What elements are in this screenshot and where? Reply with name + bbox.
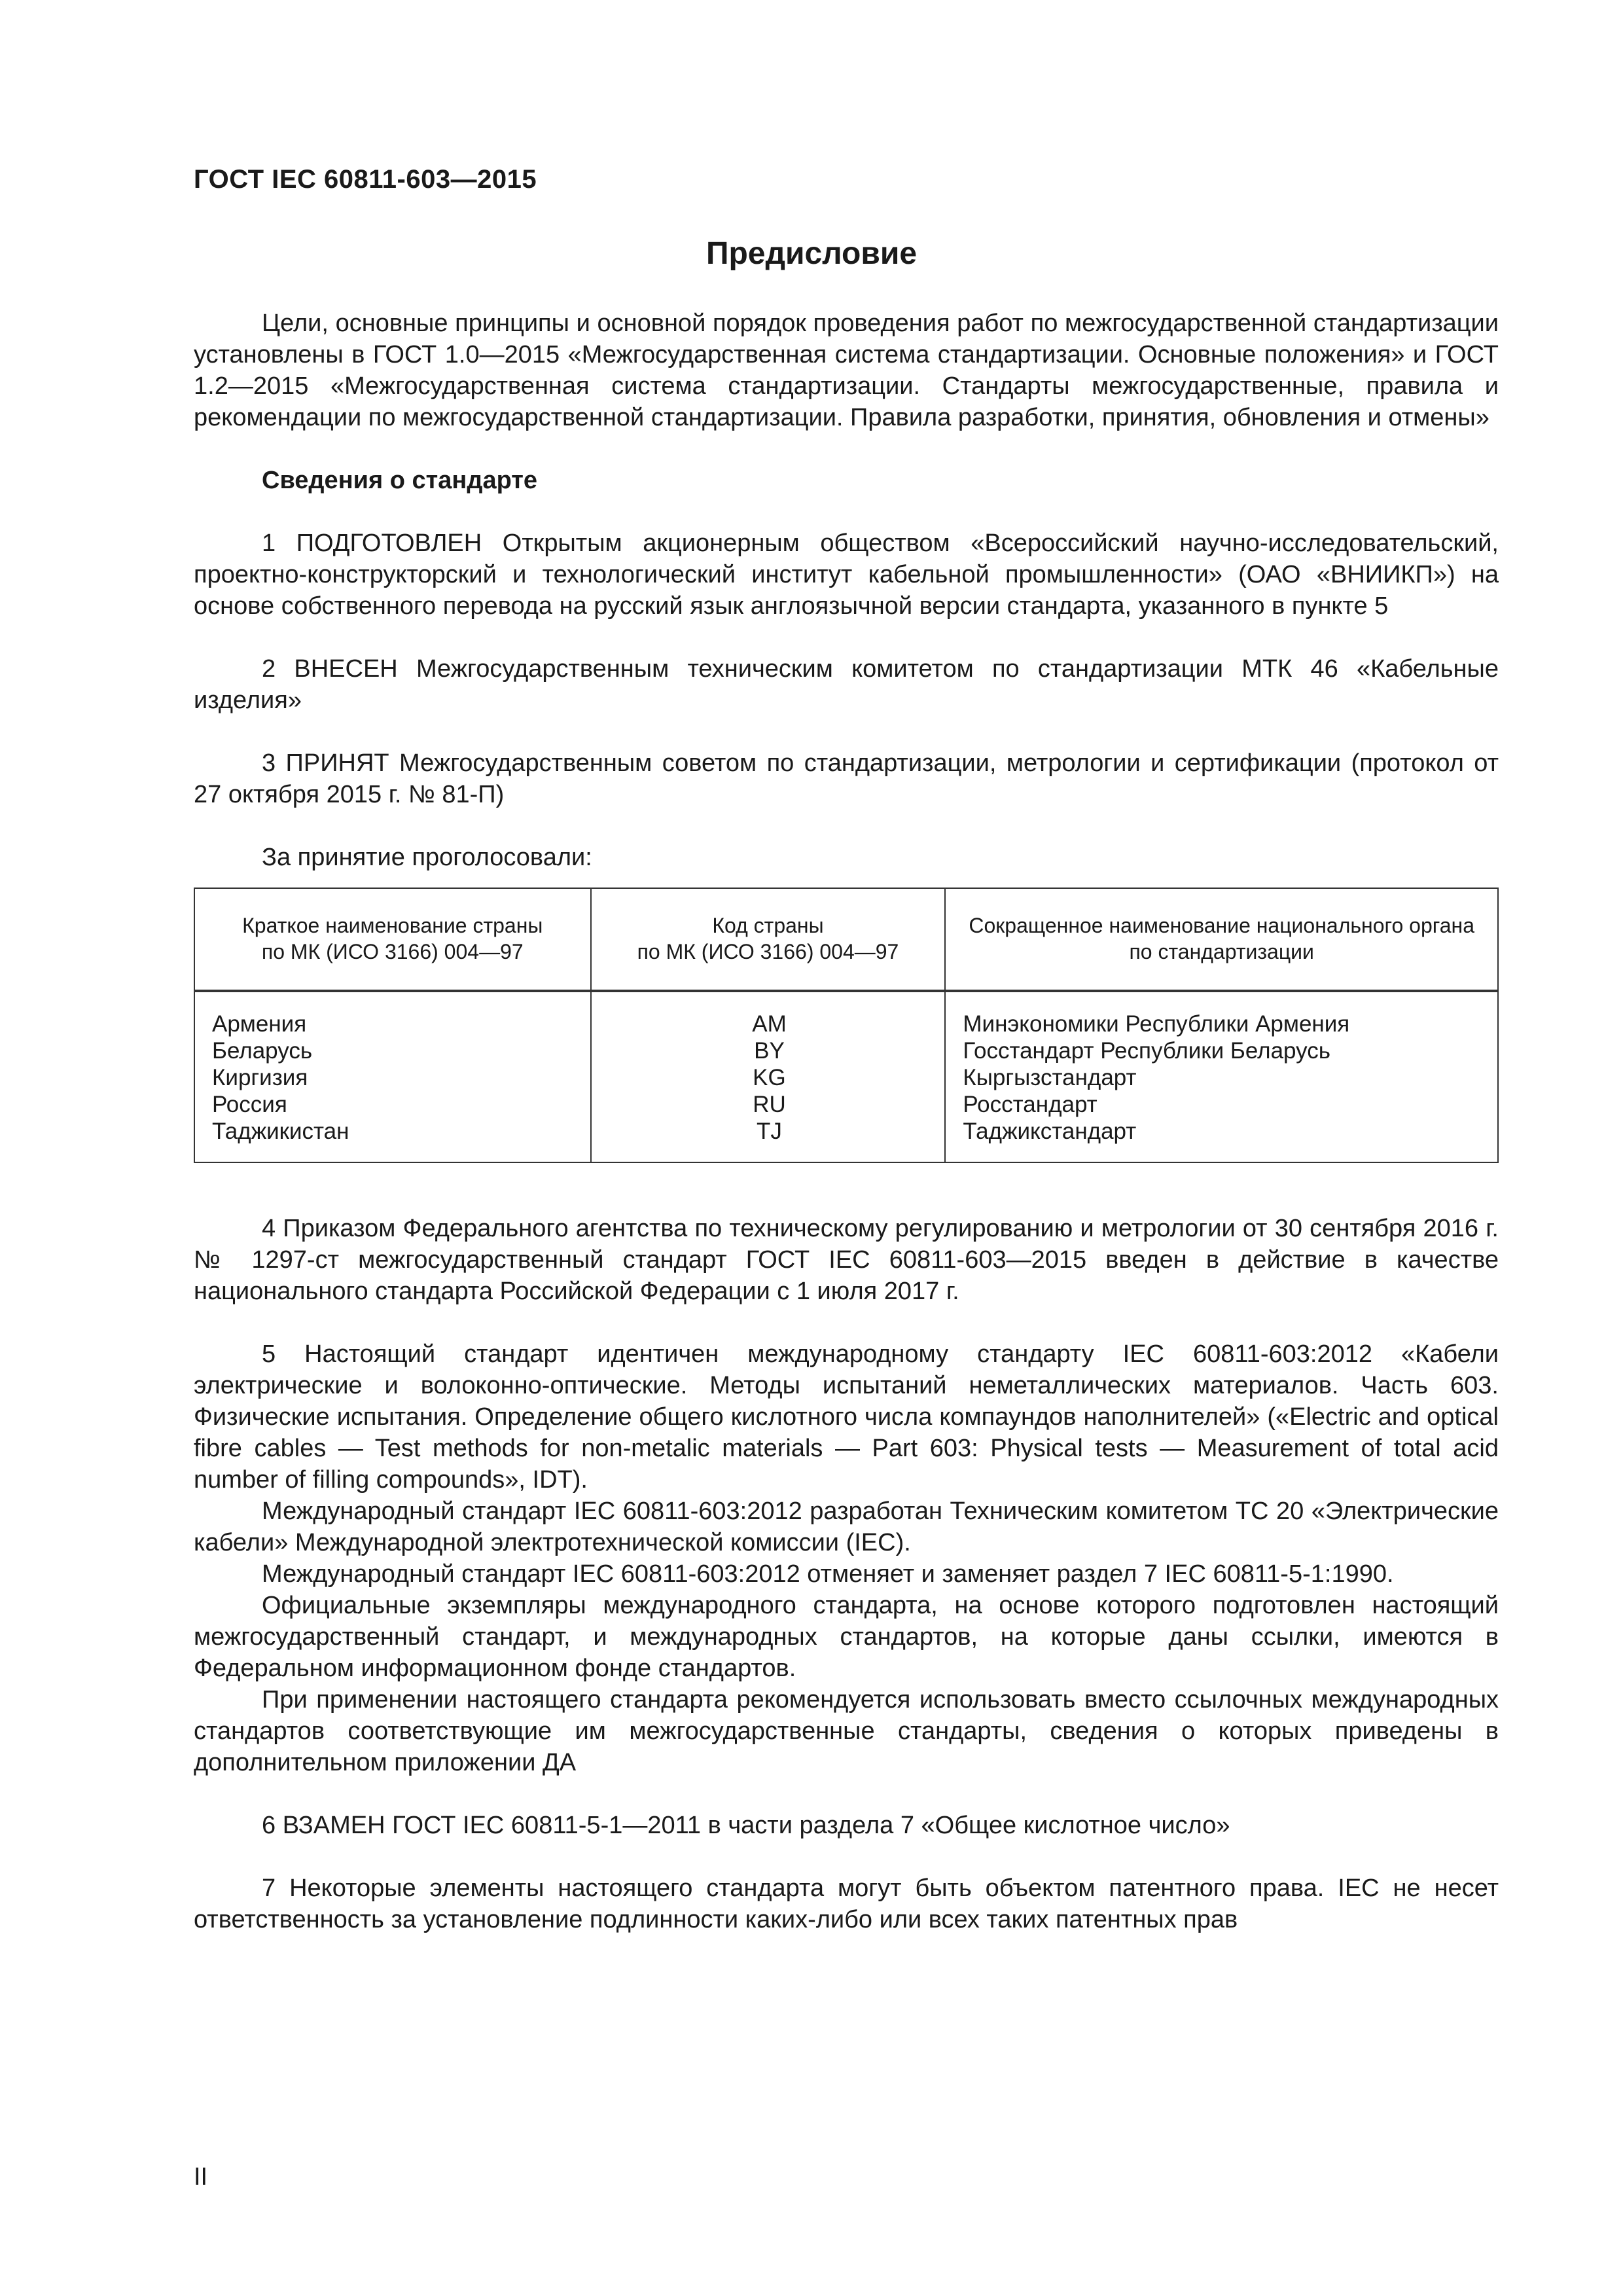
table-header-row	[194, 888, 1498, 990]
item-3-adopted: 3 ПРИНЯТ Межгосударственным советом по стандартизации, метрологии и сертификации (протокол от 27 октября 2015 г. № 81-П)	[194, 749, 1499, 808]
item-1-prepared: 1 ПОДГОТОВЛЕН Открытым акционерным обществом «Всероссийский научно-исследовательский, проектно-конструкторский и технологический институт кабельной промышленности» (ОАО «ВНИИКП») на основе собственного перевода на русский язык англоязычной версии стандарта, указанного в пункте 5	[194, 529, 1499, 620]
bodies-cell	[945, 992, 1498, 1162]
header-national-body: Сокращенное наименование национального органа по стандартизации	[945, 888, 1498, 990]
page-body	[194, 308, 1499, 1935]
item-7-patents: 7 Некоторые элементы настоящего стандарта могут быть объектом патентного права. IEC не несет ответственность за установление подлинности каких-либо или всех таких патентных прав	[194, 1874, 1499, 1933]
body-tajikistan: Таджикстандарт	[963, 1119, 1137, 1144]
intro-paragraph: Цели, основные принципы и основной порядок проведения работ по межгосударственной стандартизации установлены в ГОСТ 1.0—2015 «Межгосударственная система стандартизации. Основные положения» и ГОСТ 1.2—2015 «Межгосударственная система стандартизации. Стандарты межгосударственные, правила и рекомендации по межгосударственной стандартизации. Правила разработки, принятия, обновления и отмены»	[194, 310, 1499, 431]
body-kyrgyzstan: Кыргызстандарт	[963, 1065, 1137, 1090]
code-by: BY	[754, 1038, 785, 1064]
item-5-application: При применении настоящего стандарта рекомендуется использовать вместо ссылочных международных стандартов соответствующие им межгосударственные стандарты, сведения о которых приведены в дополнительном приложении ДА	[194, 1686, 1499, 1776]
country-russia: Россия	[212, 1092, 287, 1117]
standard-code-header: ГОСТ IEC 60811-603—2015	[194, 165, 537, 194]
countries-cell	[194, 992, 591, 1162]
table-row	[194, 992, 1498, 1162]
item-6-replaces: 6 ВЗАМЕН ГОСТ IEC 60811-5-1—2011 в части раздела 7 «Общее кислотное число»	[262, 1812, 1230, 1839]
header-country-name: Краткое наименование страны по МК (ИСО 3166) 004—97	[194, 888, 591, 990]
item-4-order: 4 Приказом Федерального агентства по техническому регулированию и метрологии от 30 сентября 2016 г. № 1297-ст межгосударственный стандарт ГОСТ IEC 60811-603—2015 введен в действие в качестве национального стандарта Российской Федерации с 1 июля 2017 г.	[194, 1215, 1499, 1305]
code-tj: TJ	[757, 1119, 782, 1144]
item-5-official-copies: Официальные экземпляры международного стандарта, на основе которого подготовлен настоящий межгосударственный стандарт, и международных стандартов, на которые даны ссылки, имеются в Федеральном информационном фонде стандартов.	[194, 1592, 1499, 1682]
code-am: AM	[752, 1011, 787, 1037]
body-russia: Росстандарт	[963, 1092, 1097, 1117]
section-heading: Сведения о стандарте	[262, 467, 538, 494]
item-5-identical: 5 Настоящий стандарт идентичен международному стандарту IEC 60811-603:2012 «Кабели электрические и волоконно-оптические. Методы испытаний неметаллических материалов. Часть 603. Физические испытания. Определение общего кислотного числа компаундов наполнителей» («Electric and optical fibre cables — Test methods for non-metalic materials — Part 603: Physical tests — Measurement of total acid number of filling compounds», IDT).	[194, 1340, 1499, 1494]
item-2-submitted: 2 ВНЕСЕН Межгосударственным техническим комитетом по стандартизации МТК 46 «Кабельные изделия»	[194, 655, 1499, 714]
header-country-code: Код страны по МК (ИСО 3166) 004—97	[591, 888, 946, 990]
codes-cell	[591, 992, 946, 1162]
country-kyrgyzstan: Киргизия	[212, 1065, 308, 1090]
country-armenia: Армения	[212, 1011, 307, 1037]
page-title: Предисловие	[705, 236, 918, 271]
code-kg: KG	[753, 1065, 786, 1090]
page-number: II	[194, 2163, 208, 2191]
body-armenia: Минэкономики Республики Армения	[963, 1011, 1350, 1037]
item-5-replaces: Международный стандарт IEC 60811-603:2012 отменяет и заменяет раздел 7 IEC 60811-5-1:1990.	[262, 1560, 1394, 1588]
country-belarus: Беларусь	[212, 1038, 313, 1064]
code-ru: RU	[753, 1092, 786, 1117]
voting-label: За принятие проголосовали:	[262, 844, 592, 871]
country-tajikistan: Таджикистан	[212, 1119, 349, 1144]
item-5-developed-by: Международный стандарт IEC 60811-603:2012 разработан Техническим комитетом ТС 20 «Электрические кабели» Международной электротехнической комиссии (IEC).	[194, 1498, 1499, 1556]
body-belarus: Госстандарт Республики Беларусь	[963, 1038, 1330, 1064]
voting-table	[194, 888, 1499, 1163]
